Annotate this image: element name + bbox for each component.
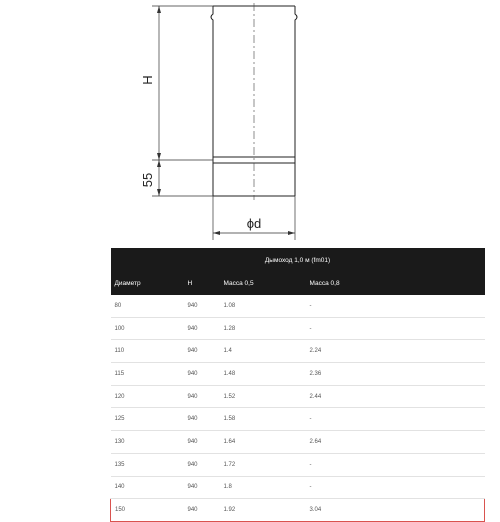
dim-arrow <box>157 160 161 167</box>
dim-arrow <box>157 153 161 160</box>
dim-arrow <box>157 6 161 13</box>
cell-mass-05: 1.8 <box>220 476 306 499</box>
cell-mass-08: - <box>306 295 485 317</box>
table-row <box>111 295 485 317</box>
pipe-drawing <box>0 0 500 245</box>
cell-diameter: 100 <box>111 317 184 340</box>
table-title-row <box>111 248 485 272</box>
pipe-outline-right <box>295 6 297 196</box>
table-row <box>111 453 485 476</box>
cell-height: 940 <box>184 385 220 408</box>
cell-mass-05: 1.58 <box>220 408 306 431</box>
cell-diameter: 125 <box>111 408 184 431</box>
cell-mass-08: 2.64 <box>306 431 485 454</box>
cell-diameter: 140 <box>111 476 184 499</box>
cell-diameter: 135 <box>111 453 184 476</box>
dim-arrow <box>157 189 161 196</box>
table-title: Дымоход 1,0 м (fm01) <box>111 248 485 272</box>
cell-height: 940 <box>184 453 220 476</box>
column-header-mass-08: Масса 0,8 <box>306 272 485 295</box>
table-row <box>111 408 485 431</box>
cell-mass-08: 2.36 <box>306 363 485 386</box>
cell-height: 940 <box>184 476 220 499</box>
cell-mass-08: - <box>306 408 485 431</box>
cell-mass-08: 2.44 <box>306 385 485 408</box>
table-row <box>111 317 485 340</box>
cell-mass-08: - <box>306 453 485 476</box>
dim-arrow <box>213 231 220 235</box>
cell-diameter: 115 <box>111 363 184 386</box>
cell-diameter: 150 <box>111 499 184 522</box>
table-body <box>111 295 485 521</box>
column-header-height: H <box>184 272 220 295</box>
table-row <box>111 499 485 522</box>
table-header-row <box>111 272 485 295</box>
cell-mass-05: 1.64 <box>220 431 306 454</box>
height-label: H <box>140 75 155 85</box>
cell-mass-08: - <box>306 317 485 340</box>
cell-height: 940 <box>184 340 220 363</box>
dim-arrow <box>288 231 295 235</box>
cell-mass-05: 1.4 <box>220 340 306 363</box>
cell-mass-05: 1.52 <box>220 385 306 408</box>
table-row <box>111 476 485 499</box>
cell-height: 940 <box>184 317 220 340</box>
cell-mass-08: - <box>306 476 485 499</box>
diameter-label: ϕd <box>246 216 262 231</box>
table-row <box>111 385 485 408</box>
cell-mass-05: 1.48 <box>220 363 306 386</box>
cell-mass-05: 1.72 <box>220 453 306 476</box>
cell-mass-05: 1.28 <box>220 317 306 340</box>
pipe-outline-left <box>211 6 213 196</box>
pipe-drawing-svg <box>0 0 500 245</box>
cell-diameter: 130 <box>111 431 184 454</box>
cell-mass-08: 2.24 <box>306 340 485 363</box>
cell-diameter: 80 <box>111 295 184 317</box>
cell-height: 940 <box>184 499 220 522</box>
cell-diameter: 110 <box>111 340 184 363</box>
cell-height: 940 <box>184 408 220 431</box>
cell-mass-05: 1.92 <box>220 499 306 522</box>
socket-length-label: 55 <box>140 172 155 188</box>
table-row <box>111 431 485 454</box>
cell-height: 940 <box>184 431 220 454</box>
cell-mass-08: 3.04 <box>306 499 485 522</box>
cell-height: 940 <box>184 363 220 386</box>
column-header-mass-05: Масса 0,5 <box>220 272 306 295</box>
cell-height: 940 <box>184 295 220 317</box>
cell-diameter: 120 <box>111 385 184 408</box>
spec-table <box>110 248 485 522</box>
column-header-diameter: Диаметр <box>111 272 184 295</box>
table-row <box>111 363 485 386</box>
table-row <box>111 340 485 363</box>
cell-mass-05: 1.08 <box>220 295 306 317</box>
